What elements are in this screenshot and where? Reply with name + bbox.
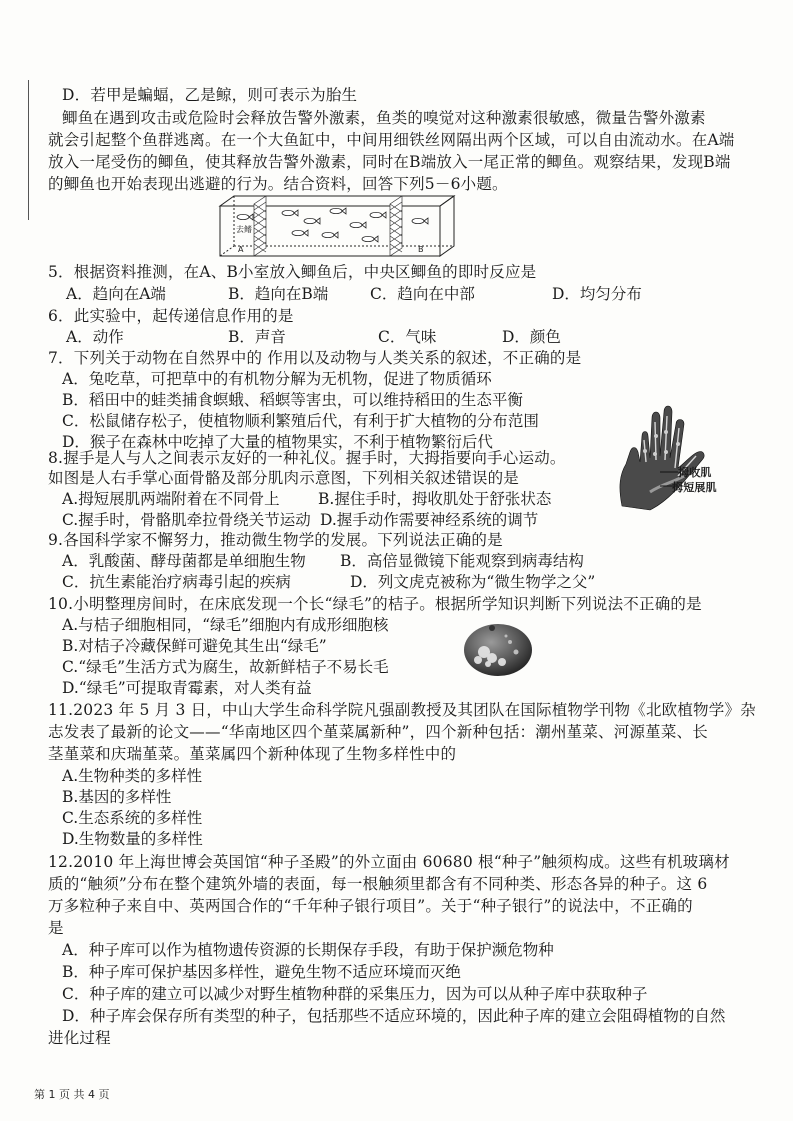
mesh-left [254, 196, 266, 256]
tank-label-wound: 去鳍 [236, 225, 252, 234]
fish-tank-diagram [212, 192, 462, 264]
label-adductor-pollicis: 拇收肌 [678, 466, 712, 479]
q12-option-a: A．种子库可以作为植物遗传资源的长期保存手段，有助于保护濒危物种 [62, 941, 554, 959]
q7-option-b: B．稻田中的蛙类捕食螟蛾、稻螟等害虫，可以维持稻田的生态平衡 [62, 391, 523, 409]
q5-stem: 5．根据资料推测，在A、B小室放入鲫鱼后，中央区鲫鱼的即时反应是 [48, 263, 537, 281]
q9-option-c: C．抗生素能治疗病毒引起的疾病 [62, 573, 291, 591]
q6-option-a: A．动作 [66, 328, 124, 346]
passage-line: 放入一尾受伤的鲫鱼，使其释放告警外激素，同时在B端放入一尾正常的鲫鱼。观察结果，发现B端 [48, 153, 731, 171]
passage-line: 的鲫鱼也开始表现出逃避的行为。结合资料，回答下列5－6小题。 [48, 175, 508, 193]
q8-option-a: A.拇短展肌两端附着在不同骨上 [62, 490, 280, 508]
q12-stem: 质的“触须”分布在整个建筑外墙的表面，每一根触须里都含有不同种类、形态各异的种子。这 6 [48, 875, 708, 893]
q5-option-c: C．趋向在中部 [370, 285, 475, 303]
q5-option-b: B．趋向在B端 [228, 285, 329, 303]
q4-option-d: D．若甲是蝙蝠，乙是鲸，则可表示为胎生 [62, 86, 358, 104]
q11-option-a: A.生物种类的多样性 [62, 767, 203, 785]
hand-skeleton-image [600, 396, 740, 514]
mesh-right [390, 196, 402, 256]
q11-option-d: D.生物数量的多样性 [62, 830, 203, 848]
q12-stem: 12.2010 年上海世博会英国馆“种子圣殿”的外立面由 60680 根“种子”触须构成。这些有机玻璃材 [48, 853, 730, 871]
label-abductor-pollicis-brevis: 拇短展肌 [672, 481, 717, 494]
q10-option-a: A.与桔子细胞相同，“绿毛”细胞内有成形细胞核 [62, 616, 389, 634]
q9-option-b: B．高倍显微镜下能观察到病毒结构 [340, 552, 584, 570]
q11-stem: 11.2023 年 5 月 3 日，中山大学生命科学院凡强副教授及其团队在国际植物学刊物《北欧植物学》杂 [48, 701, 756, 719]
tank-label-a: A [238, 245, 244, 254]
tank-label-b: B [418, 245, 424, 254]
q8-stem: 如图是人右手掌心面骨骼及部分肌肉示意图，下列相关叙述错误的是 [48, 469, 520, 487]
q12-option-b: B．种子库可保护基因多样性，避免生物不适应环境而灭绝 [62, 963, 461, 981]
q6-stem: 6．此实验中，起传递信息作用的是 [48, 307, 294, 325]
page-footer: 第 1 页 共 4 页 [34, 1088, 110, 1101]
q9-stem: 9.各国科学家不懈努力，推动微生物学的发展。下列说法正确的是 [48, 531, 503, 549]
q6-option-b: B．声音 [228, 328, 286, 346]
q12-stem: 是 [48, 919, 64, 937]
q12-option-d-cont: 进化过程 [48, 1029, 111, 1047]
q9-option-a: A．乳酸菌、酵母菌都是单细胞生物 [62, 552, 306, 570]
q11-stem: 茎堇菜和庆瑞堇菜。堇菜属四个新种体现了生物多样性中的 [48, 745, 457, 763]
q8-option-d: D.握手动作需要神经系统的调节 [320, 511, 539, 529]
q8-option-b: B.握住手时，拇收肌处于舒张状态 [318, 490, 552, 508]
q10-option-d: D.“绿毛”可提取青霉素，对人类有益 [62, 679, 312, 697]
q7-option-d: D．猴子在森林中吃掉了大量的植物果实，不利于植物繁衍后代 [62, 433, 493, 451]
q10-stem: 10.小明整理房间时，在床底发现一个长“绿毛”的桔子。根据所学知识判断下列说法不正确的是 [48, 595, 702, 613]
q8-stem: 8.握手是人与人之间表示友好的一种礼仪。握手时，大拇指要向手心运动。 [48, 449, 566, 467]
q6-option-d: D．颜色 [502, 328, 561, 346]
passage-line: 就会引起整个鱼群逃离。在一个大鱼缸中，中间用细铁丝网隔出两个区域，可以自由流动水。在A端 [48, 131, 735, 149]
q7-option-a: A．兔吃草，可把草中的有机物分解为无机物，促进了物质循环 [62, 370, 492, 388]
q12-option-c: C．种子库的建立可以减少对野生植物种群的采集压力，因为可以从种子库中获取种子 [62, 985, 648, 1003]
margin-rule [28, 80, 29, 220]
q9-option-d: D．列文虎克被称为“微生物学之父” [350, 573, 596, 591]
q8-option-c: C.握手时，骨骼肌牵拉骨绕关节运动 [62, 511, 311, 529]
q11-option-b: B.基因的多样性 [62, 788, 172, 806]
moldy-orange-image [462, 618, 534, 678]
q10-option-b: B.对桔子冷藏保鲜可避免其生出“绿毛” [62, 637, 327, 655]
q7-option-c: C．松鼠储存松子，使植物顺利繁殖后代，有利于扩大植物的分布范围 [62, 412, 539, 430]
q7-stem: 7．下列关于动物在自然界中的 作用以及动物与人类关系的叙述，不正确的是 [48, 349, 582, 367]
q11-stem: 志发表了最新的论文——“华南地区四个堇菜属新种”，四个新种包括：潮州堇菜、河源堇菜、长 [48, 723, 708, 741]
q6-option-c: C．气味 [378, 328, 437, 346]
passage-line: 鲫鱼在遇到攻击或危险时会释放告警外激素，鱼类的嗅觉对这种激素很敏感，微量告警外激素 [62, 109, 706, 127]
q5-option-d: D．均匀分布 [552, 285, 642, 303]
q11-option-c: C.生态系统的多样性 [62, 809, 203, 827]
q5-option-a: A．趋向在A端 [66, 285, 166, 303]
q12-option-d: D．种子库会保存所有类型的种子，包括那些不适应环境的，因此种子库的建立会阻碍植物的自然 [62, 1007, 726, 1025]
q10-option-c: C.“绿毛”生活方式为腐生，故新鲜桔子不易长毛 [62, 658, 389, 676]
q12-stem: 万多粒种子来自中、英两国合作的“千年种子银行项目”。关于“种子银行”的说法中，不正确的 [48, 897, 693, 915]
